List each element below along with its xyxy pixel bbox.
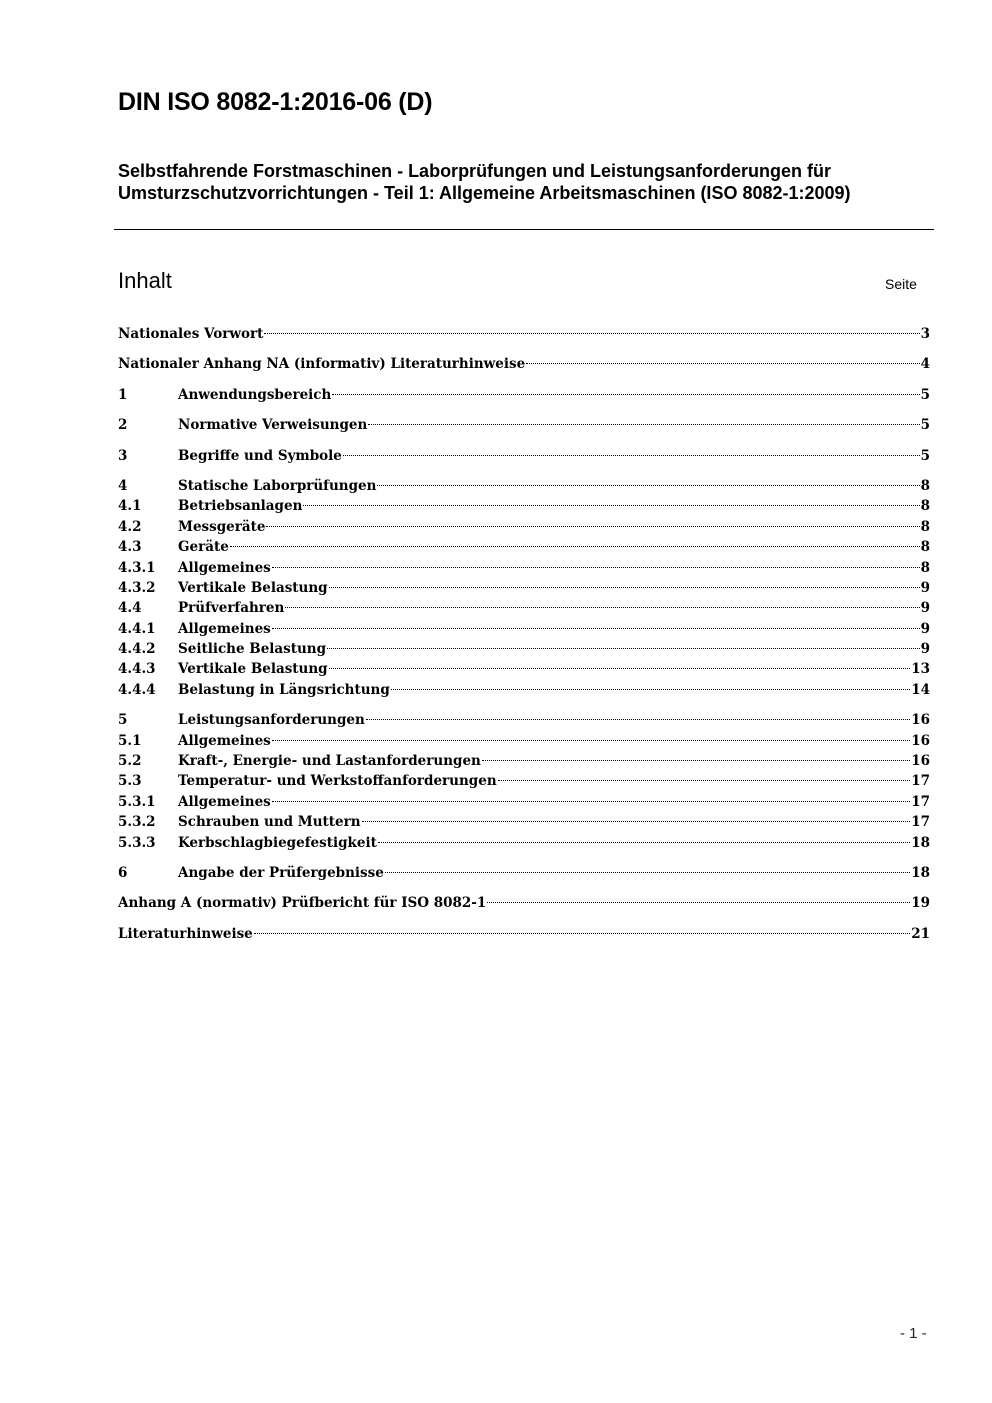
toc-entry-title: Allgemeines bbox=[178, 559, 271, 576]
toc-dot-leader bbox=[329, 668, 911, 669]
toc-dot-leader bbox=[254, 933, 910, 934]
toc-dot-leader bbox=[343, 455, 920, 456]
toc-entry-title: Vertikale Belastung bbox=[178, 579, 328, 596]
toc-dot-leader bbox=[303, 505, 919, 506]
toc-entry-page: 3 bbox=[920, 326, 930, 342]
toc-entry-number: 5.3.2 bbox=[118, 814, 156, 831]
toc-entry-page: 8 bbox=[920, 518, 930, 535]
toc-entry[interactable] bbox=[118, 680, 930, 700]
toc-entry-number: 4.2 bbox=[118, 518, 142, 535]
toc-entry-number: 4.4.1 bbox=[118, 620, 156, 637]
toc-entry[interactable] bbox=[118, 385, 930, 405]
toc-entry-page: 16 bbox=[911, 732, 930, 749]
toc-entry[interactable] bbox=[118, 710, 930, 730]
toc-entry-page: 16 bbox=[911, 712, 930, 729]
toc-entry-page: 8 bbox=[920, 559, 930, 576]
toc-entry-number: 5.3.1 bbox=[118, 793, 156, 810]
toc-entry-page: 9 bbox=[920, 600, 930, 617]
toc-dot-leader bbox=[272, 801, 910, 802]
toc-dot-leader bbox=[264, 333, 919, 334]
toc-dot-leader bbox=[285, 607, 919, 608]
page-number: - 1 - bbox=[900, 1325, 927, 1342]
toc-entry-title: Leistungsanforderungen bbox=[178, 712, 365, 729]
toc-entry-number: 4 bbox=[118, 477, 128, 494]
toc-entry-number: 5 bbox=[118, 712, 128, 729]
toc-entry-title: Seitliche Belastung bbox=[178, 641, 327, 658]
toc-dot-leader bbox=[272, 740, 910, 741]
toc-entry-page: 17 bbox=[911, 814, 930, 831]
toc-dot-leader bbox=[385, 872, 910, 873]
toc-dot-leader bbox=[332, 394, 919, 395]
toc-dot-leader bbox=[482, 760, 910, 761]
toc-entry-page: 17 bbox=[911, 793, 930, 810]
toc-entry[interactable] bbox=[118, 792, 930, 812]
toc-entry[interactable] bbox=[118, 446, 930, 466]
document-title: DIN ISO 8082-1:2016-06 (D) bbox=[118, 88, 433, 116]
toc-entry[interactable] bbox=[118, 537, 930, 557]
toc-dot-leader bbox=[498, 780, 911, 781]
toc-entry[interactable] bbox=[118, 863, 930, 883]
toc-entry[interactable] bbox=[118, 598, 930, 618]
toc-entry-page: 8 bbox=[920, 498, 930, 515]
toc-entry-title: Angabe der Prüfergebnisse bbox=[178, 864, 384, 881]
toc-heading: Inhalt bbox=[118, 268, 172, 293]
toc-entry-page: 5 bbox=[920, 386, 930, 403]
title-divider bbox=[114, 229, 934, 230]
toc-dot-leader bbox=[378, 842, 910, 843]
toc-entry-page: 21 bbox=[911, 925, 930, 942]
toc-entry-page: 4 bbox=[920, 356, 930, 373]
toc-dot-leader bbox=[329, 587, 920, 588]
toc-entry-title: Literaturhinweise bbox=[118, 925, 253, 942]
toc-entry-title: Betriebsanlagen bbox=[178, 498, 303, 515]
toc-dot-leader bbox=[391, 689, 910, 690]
toc-dot-leader bbox=[368, 424, 919, 425]
toc-entry[interactable] bbox=[118, 812, 930, 832]
toc-entry[interactable] bbox=[118, 731, 930, 751]
toc-entry[interactable] bbox=[118, 659, 930, 679]
toc-entry[interactable] bbox=[118, 354, 930, 374]
toc-entry-page: 8 bbox=[920, 539, 930, 556]
toc-dot-leader bbox=[327, 648, 920, 649]
toc-dot-leader bbox=[272, 567, 920, 568]
toc-entry-page: 16 bbox=[911, 753, 930, 770]
toc-entry-title: Messgeräte bbox=[178, 518, 266, 535]
toc-entry-number: 5.1 bbox=[118, 732, 142, 749]
toc-entry-number: 3 bbox=[118, 447, 128, 464]
toc-entry-title: Kraft-, Energie- und Lastanforderungen bbox=[178, 753, 481, 770]
toc-entry-title: Allgemeines bbox=[178, 793, 271, 810]
toc-entry[interactable] bbox=[118, 751, 930, 771]
toc-entry-page: 9 bbox=[920, 579, 930, 596]
toc-entry[interactable] bbox=[118, 415, 930, 435]
toc-entry-page: 19 bbox=[911, 895, 930, 912]
toc-entry-page: 17 bbox=[911, 773, 930, 790]
toc-entry-page: 13 bbox=[911, 661, 930, 678]
toc-page-column-label: Seite bbox=[885, 276, 917, 292]
toc-entry-number: 4.4.3 bbox=[118, 661, 156, 678]
toc-entry-title: Vertikale Belastung bbox=[178, 661, 328, 678]
toc-dot-leader bbox=[366, 719, 910, 720]
toc-entry-number: 4.3.2 bbox=[118, 579, 156, 596]
toc-entry[interactable] bbox=[118, 517, 930, 537]
toc-entry-page: 8 bbox=[920, 477, 930, 494]
toc-dot-leader bbox=[266, 526, 919, 527]
toc-entry-number: 6 bbox=[118, 864, 128, 881]
toc-entry[interactable] bbox=[118, 578, 930, 598]
toc-dot-leader bbox=[526, 363, 919, 364]
toc-entry-page: 5 bbox=[920, 447, 930, 464]
toc-entry-title: Temperatur- und Werkstoffanforderungen bbox=[178, 773, 497, 790]
toc-entry-number: 2 bbox=[118, 417, 128, 434]
toc-entry-title: Anwendungsbereich bbox=[178, 386, 332, 403]
toc-entry-number: 4.4.2 bbox=[118, 641, 156, 658]
toc-entry-title: Schrauben und Muttern bbox=[178, 814, 361, 831]
toc-entry[interactable] bbox=[118, 476, 930, 496]
toc-entry-page: 18 bbox=[911, 834, 930, 851]
toc-entry-title: Nationaler Anhang NA (informativ) Literaturhinweise bbox=[118, 356, 526, 373]
toc-entry-title: Allgemeines bbox=[178, 620, 271, 637]
toc-dot-leader bbox=[377, 485, 919, 486]
toc-entry-number: 5.3.3 bbox=[118, 834, 156, 851]
toc-entry-number: 5.3 bbox=[118, 773, 142, 790]
toc-dot-leader bbox=[487, 902, 910, 903]
toc-entry-title: Anhang A (normativ) Prüfbericht für ISO 8082-1 bbox=[118, 895, 487, 912]
toc-entry-page: 5 bbox=[920, 417, 930, 434]
toc-entry-title: Kerbschlagbiegefestigkeit bbox=[178, 834, 377, 851]
toc-dot-leader bbox=[230, 546, 920, 547]
toc-entry[interactable] bbox=[118, 924, 930, 944]
toc-entry-title: Normative Verweisungen bbox=[178, 417, 368, 434]
toc-entry-number: 4.4 bbox=[118, 600, 142, 617]
toc-entry[interactable] bbox=[118, 771, 930, 791]
toc-entry-page: 18 bbox=[911, 864, 930, 881]
toc-entry[interactable] bbox=[118, 893, 930, 913]
toc-entry-number: 5.2 bbox=[118, 753, 142, 770]
toc-entry-title: Begriffe und Symbole bbox=[178, 447, 342, 464]
toc-entry-title: Prüfverfahren bbox=[178, 600, 285, 617]
document-subtitle: Selbstfahrende Forstmaschinen - Laborprüfungen und Leistungsanforderungen für Umsturzschutzvorrichtungen - Teil 1: Allgemeine Arbeitsmaschinen (ISO 8082-1:2009) bbox=[118, 161, 851, 203]
toc-entry[interactable] bbox=[118, 496, 930, 516]
toc-entry[interactable] bbox=[118, 833, 930, 853]
toc-entry-number: 4.3 bbox=[118, 539, 142, 556]
toc-dot-leader bbox=[272, 628, 920, 629]
toc-entry-title: Statische Laborprüfungen bbox=[178, 477, 377, 494]
toc-entry-number: 4.3.1 bbox=[118, 559, 156, 576]
toc-entry-number: 1 bbox=[118, 386, 128, 403]
toc-entry-number: 4.4.4 bbox=[118, 681, 156, 698]
toc-entry-title: Belastung in Längsrichtung bbox=[178, 681, 390, 698]
toc-entry[interactable] bbox=[118, 324, 930, 344]
table-of-contents bbox=[118, 324, 930, 944]
toc-entry-number: 4.1 bbox=[118, 498, 142, 515]
toc-entry-page: 14 bbox=[911, 681, 930, 698]
toc-entry[interactable] bbox=[118, 558, 930, 578]
toc-entry[interactable] bbox=[118, 619, 930, 639]
toc-entry-page: 9 bbox=[920, 641, 930, 658]
toc-entry-title: Allgemeines bbox=[178, 732, 271, 749]
toc-entry-page: 9 bbox=[920, 620, 930, 637]
toc-entry-title: Nationales Vorwort bbox=[118, 326, 264, 342]
toc-dot-leader bbox=[362, 821, 911, 822]
toc-entry-title: Geräte bbox=[178, 539, 229, 556]
toc-entry[interactable] bbox=[118, 639, 930, 659]
